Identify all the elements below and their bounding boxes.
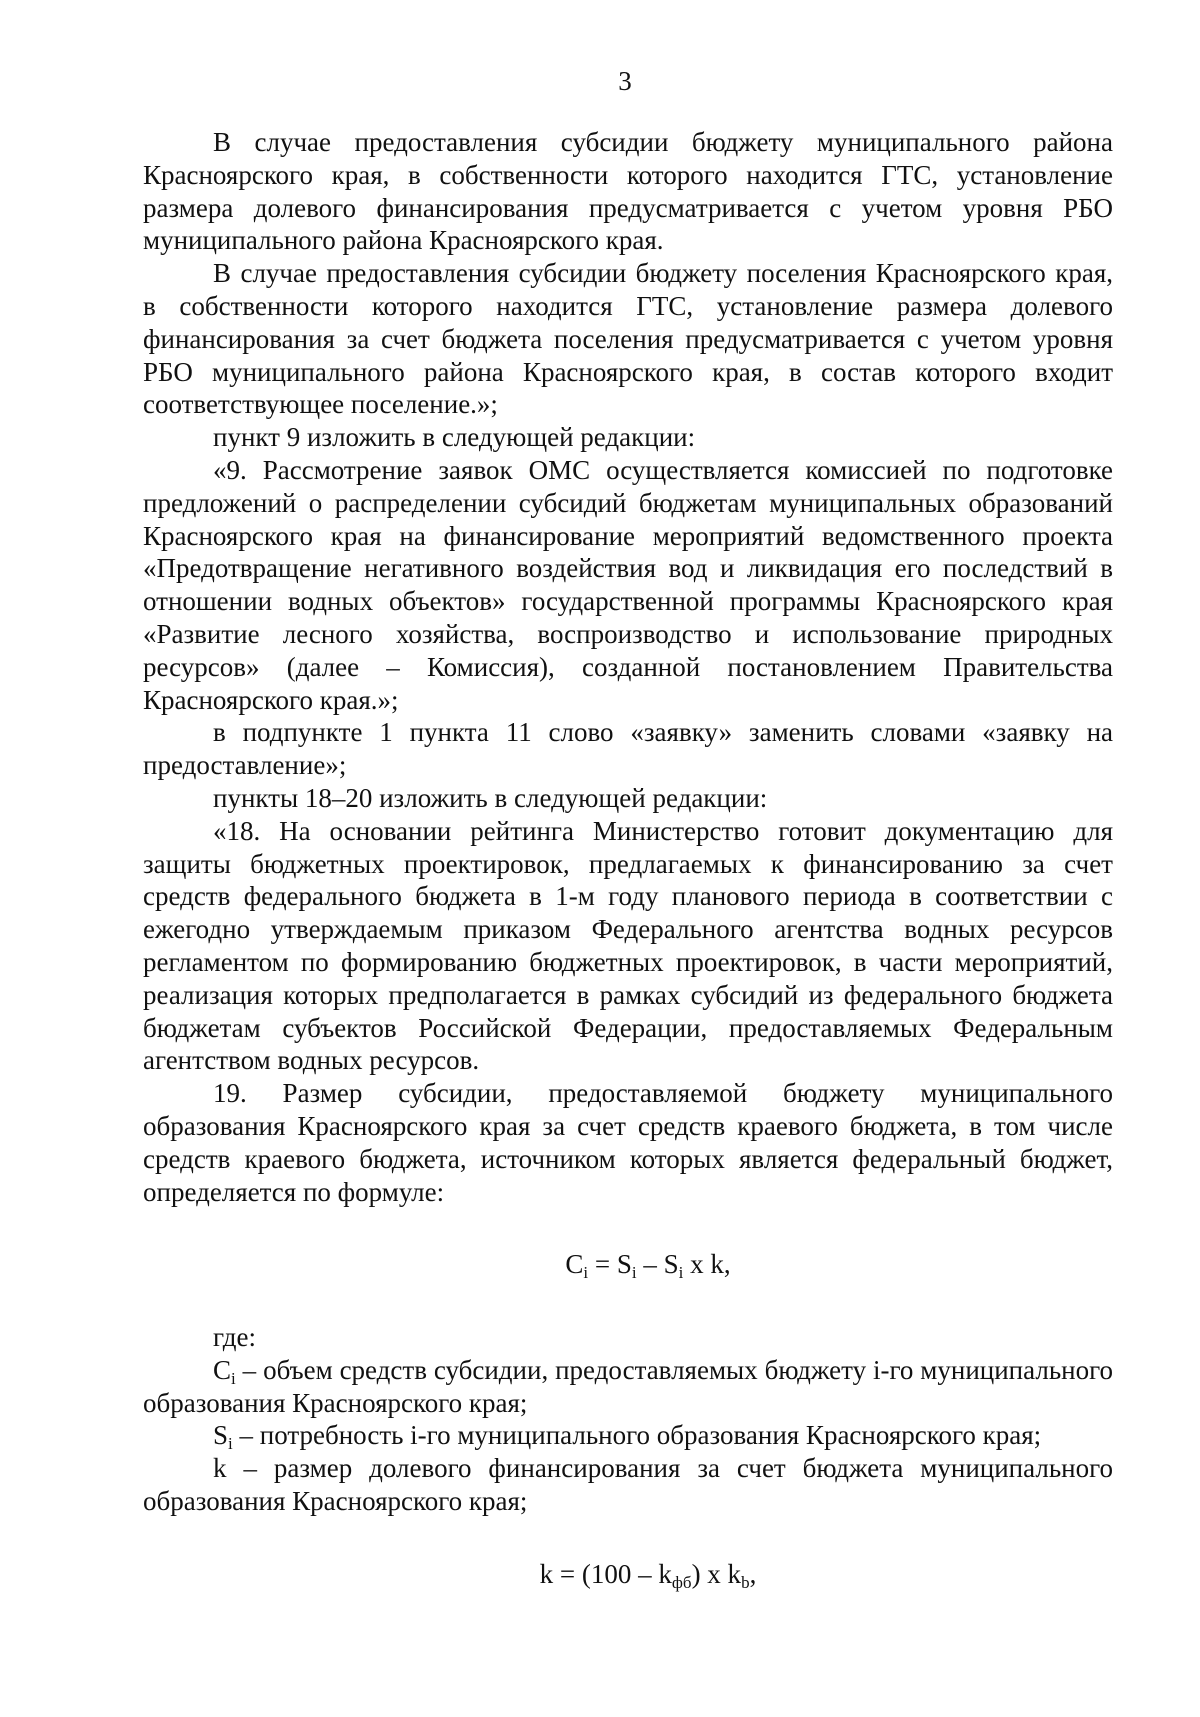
- paragraph-item-19: 19. Размер субсидии, предоставляемой бюджету муниципального образования Красноярского края за счет средств краевого бюджета, в том числе средств краевого бюджета, источником которых является федеральный бюджет, определяется по формуле:: [143, 1078, 1113, 1207]
- formula-s1-subscript: i: [631, 1263, 637, 1283]
- definition-c-text: – объем средств субсидии, предоставляемых бюджету i-го муниципального образования Красноярского края;: [143, 1354, 1113, 1418]
- definition-s-subscript: i: [228, 1434, 233, 1454]
- formula-subsidy-size: [143, 1248, 1113, 1281]
- paragraph-subsidy-settlement: В случае предоставления субсидии бюджету поселения Красноярского края, в собственности которого находится ГТС, установление размера долевого финансирования за счет бюджета поселения предусматривается с учетом уровня РБО муниципального района Красноярского края, в состав которого входит соответствующее поселение.»;: [143, 258, 1113, 420]
- paragraph-item-9: «9. Рассмотрение заявок ОМС осуществляется комиссией по подготовке предложений о распределении субсидий бюджетам муниципальных образований Красноярского края на финансирование мероприятий ведомственного проекта «Предотвращение негативного воздействия вод и ликвидация его последствий в отношении водных объектов» государственной программы Красноярского края «Развитие лесного хозяйства, воспроизводство и использование природных ресурсов» (далее – Комиссия), созданной постановлением Правительства Красноярского края.»;: [143, 454, 1113, 715]
- paragraph-items-18-20-intro: пункты 18–20 изложить в следующей редакции:: [213, 782, 768, 813]
- formula-c-subscript: i: [583, 1263, 589, 1283]
- paragraph-item-9-intro: пункт 9 изложить в следующей редакции:: [213, 422, 696, 453]
- definition-c-subscript: i: [231, 1368, 236, 1388]
- paragraph-item-18: «18. На основании рейтинга Министерство готовит документацию для защиты бюджетных проектировок, предлагаемых к финансированию за счет средств федерального бюджета в 1-м году планового периода в соответствии с ежегодно утверждаемым приказом Федерального агентства водных ресурсов регламентом по формированию бюджетных проектировок, в части мероприятий, реализация которых предполагается в рамках субсидий из федерального бюджета бюджетам субъектов Российской Федерации, предоставляемых Федеральным агентством водных ресурсов.: [143, 815, 1113, 1076]
- paragraph-subsidy-municipal-district: В случае предоставления субсидии бюджету муниципального района Красноярского края, в собственности которого находится ГТС, установление размера долевого финансирования предусматривается с учетом уровня РБО муниципального района Красноярского края.: [143, 127, 1113, 256]
- formula-s2-subscript: i: [678, 1263, 684, 1283]
- paragraph-subitem-1-item-11: в подпункте 1 пункта 11 слово «заявку» заменить словами «заявку на предоставление»;: [143, 717, 1113, 781]
- definition-c-symbol: C: [213, 1354, 232, 1385]
- formula-k-sub-fb: фб: [671, 1572, 692, 1592]
- formula-k-mid: ) x k: [691, 1558, 742, 1589]
- formula-s2-symbol: S: [663, 1249, 679, 1280]
- formula-k-sub-b: b: [741, 1572, 750, 1592]
- formula-k-head: k = (100 – k: [539, 1558, 672, 1589]
- definition-c: [143, 1354, 1113, 1420]
- definition-k: k – размер долевого финансирования за счет бюджета муниципального образования Красноярского края;: [143, 1453, 1113, 1517]
- formula-k-tail: ,: [749, 1558, 757, 1589]
- formula-k: [143, 1558, 1113, 1591]
- page-number: 3: [618, 66, 632, 96]
- definition-s-text: – потребность i-го муниципального образования Красноярского края;: [232, 1420, 1042, 1451]
- definition-s: [143, 1419, 1113, 1452]
- formula-c-symbol: C: [565, 1249, 584, 1280]
- formula-equals: =: [588, 1249, 617, 1280]
- paragraph-where: где:: [213, 1322, 256, 1353]
- formula-minus: –: [636, 1249, 664, 1280]
- document-body: [143, 126, 1113, 1591]
- formula-tail: x k,: [683, 1249, 731, 1280]
- definition-s-symbol: S: [213, 1420, 229, 1451]
- formula-s1-symbol: S: [616, 1249, 632, 1280]
